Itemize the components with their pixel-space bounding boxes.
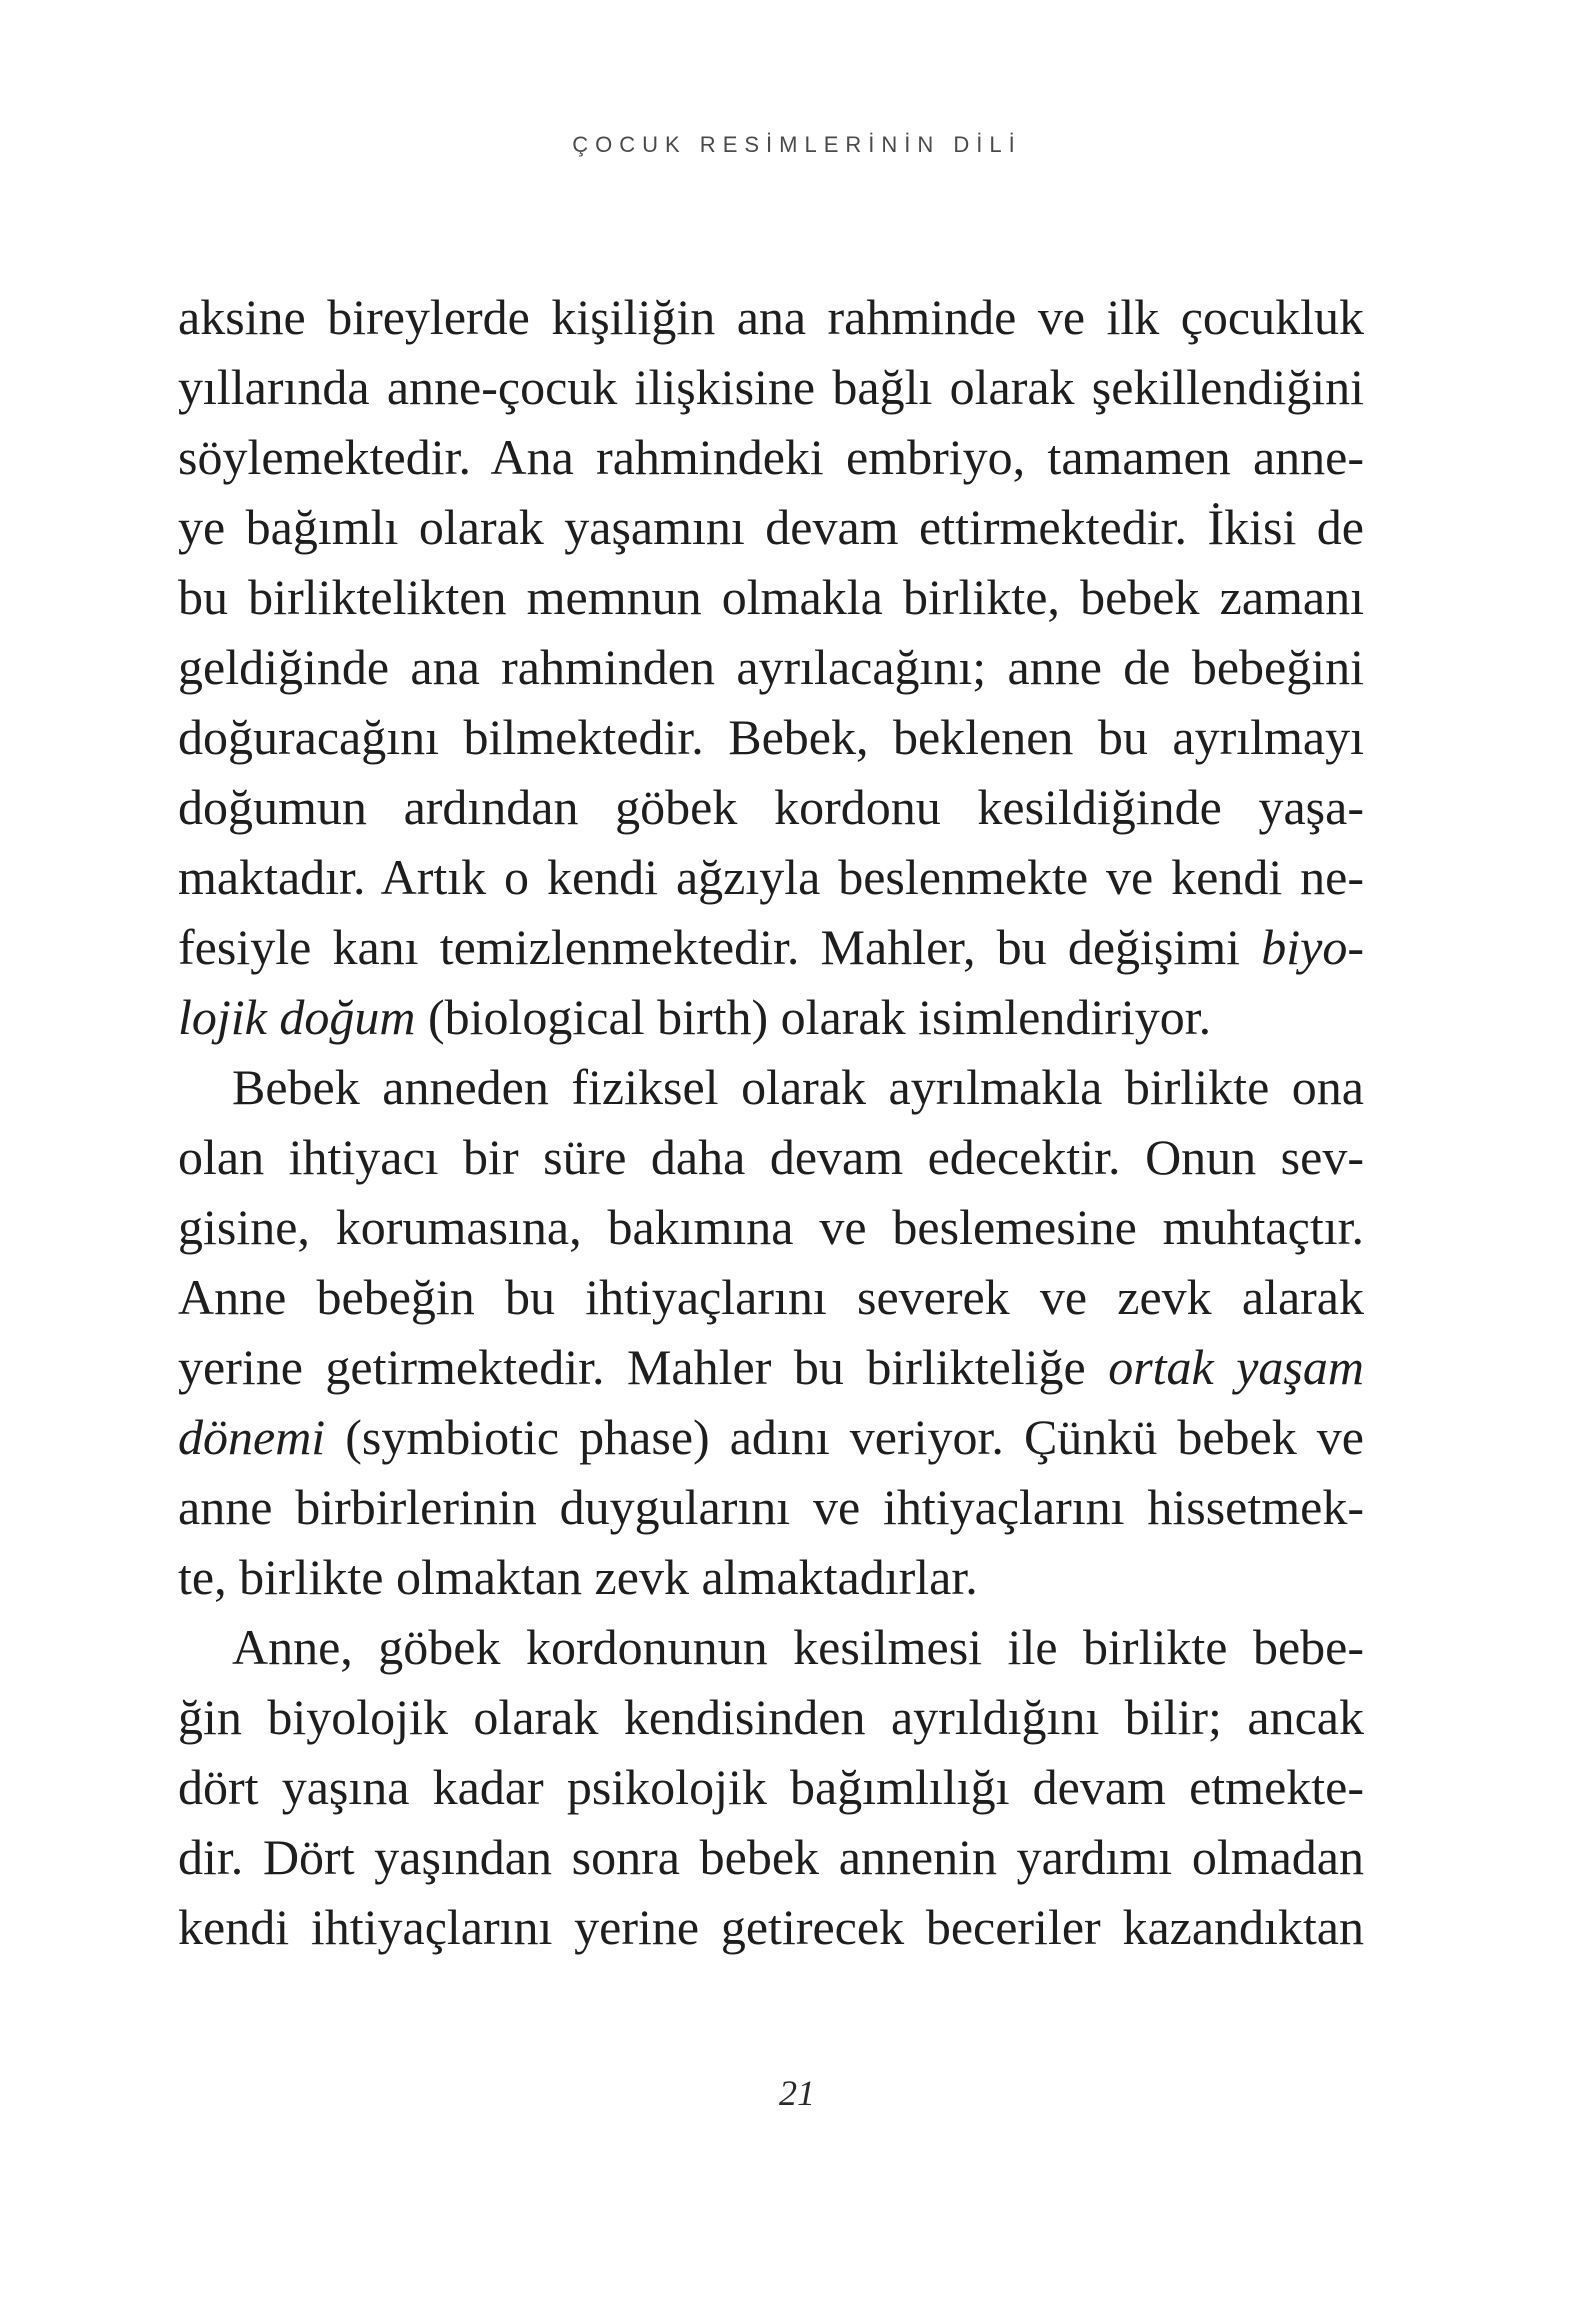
text-line: bu birliktelikten memnun olmakla birlikte, bebek zamanı xyxy=(178,569,1364,625)
text-line: maktadır. Artık o kendi ağzıyla beslenmekte ve kendi ne- xyxy=(178,849,1364,905)
paragraph xyxy=(178,1612,1364,1962)
text-line: geldiğinde ana rahminden ayrılacağını; anne de bebeğini xyxy=(178,639,1364,695)
paragraph xyxy=(178,282,1364,1052)
body-text xyxy=(178,282,1364,1962)
text-line: Anne, göbek kordonunun kesilmesi ile birlikte bebe- xyxy=(232,1619,1364,1675)
text-line: ye bağımlı olarak yaşamını devam ettirmektedir. İkisi de xyxy=(178,499,1364,555)
text-line xyxy=(178,1332,1364,1402)
text-line: te, birlikte olmaktan zevk almaktadırlar. xyxy=(178,1549,978,1605)
page-number: 21 xyxy=(779,2073,815,2113)
text-line: dir. Dört yaşından sonra bebek annenin yardımı olmadan xyxy=(178,1829,1364,1885)
text-line: gisine, korumasına, bakımına ve beslemesine muhtaçtır. xyxy=(178,1199,1364,1255)
text-line: ğin biyolojik olarak kendisinden ayrıldığını bilir; ancak xyxy=(178,1689,1364,1745)
text-line: yıllarında anne-çocuk ilişkisine bağlı olarak şekillendiğini xyxy=(178,359,1364,415)
text-line xyxy=(178,982,1364,1052)
text-line: doğuracağını bilmektedir. Bebek, beklenen bu ayrılmayı xyxy=(178,709,1364,765)
text-line: Anne bebeğin bu ihtiyaçlarını severek ve zevk alarak xyxy=(178,1269,1364,1325)
italic-term: ortak yaşam xyxy=(1108,1339,1364,1395)
italic-term: biyo- xyxy=(1261,919,1364,975)
italic-term: lojik doğum xyxy=(178,989,416,1045)
text-run: (symbiotic phase) adını veriyor. Çünkü bebek ve xyxy=(325,1409,1364,1465)
text-line: olan ihtiyacı bir süre daha devam edecektir. Onun sev- xyxy=(178,1129,1364,1185)
text-run: yerine getirmektedir. Mahler bu birlikteliğe xyxy=(178,1339,1109,1395)
text-line: Bebek anneden fiziksel olarak ayrılmakla birlikte ona xyxy=(232,1059,1364,1115)
text-run: (biological birth) olarak isimlendiriyor. xyxy=(415,989,1212,1045)
text-run: fesiyle kanı temizlenmektedir. Mahler, bu değişimi xyxy=(178,919,1262,975)
paragraph xyxy=(178,1052,1364,1612)
text-line xyxy=(178,912,1364,982)
text-line xyxy=(178,1402,1364,1472)
text-line: aksine bireylerde kişiliğin ana rahminde ve ilk çocukluk xyxy=(178,289,1364,345)
text-line: söylemektedir. Ana rahmindeki embriyo, tamamen anne- xyxy=(178,429,1364,485)
running-header: ÇOCUK RESİMLERİNİN DİLİ xyxy=(572,132,1022,157)
text-line: kendi ihtiyaçlarını yerine getirecek beceriler kazandıktan xyxy=(178,1899,1364,1955)
text-line: anne birbirlerinin duygularını ve ihtiyaçlarını hissetmek- xyxy=(178,1479,1364,1535)
text-line: dört yaşına kadar psikolojik bağımlılığı devam etmekte- xyxy=(178,1759,1364,1815)
text-line: doğumun ardından göbek kordonu kesildiğinde yaşa- xyxy=(178,779,1364,835)
italic-term: dönemi xyxy=(178,1409,326,1465)
